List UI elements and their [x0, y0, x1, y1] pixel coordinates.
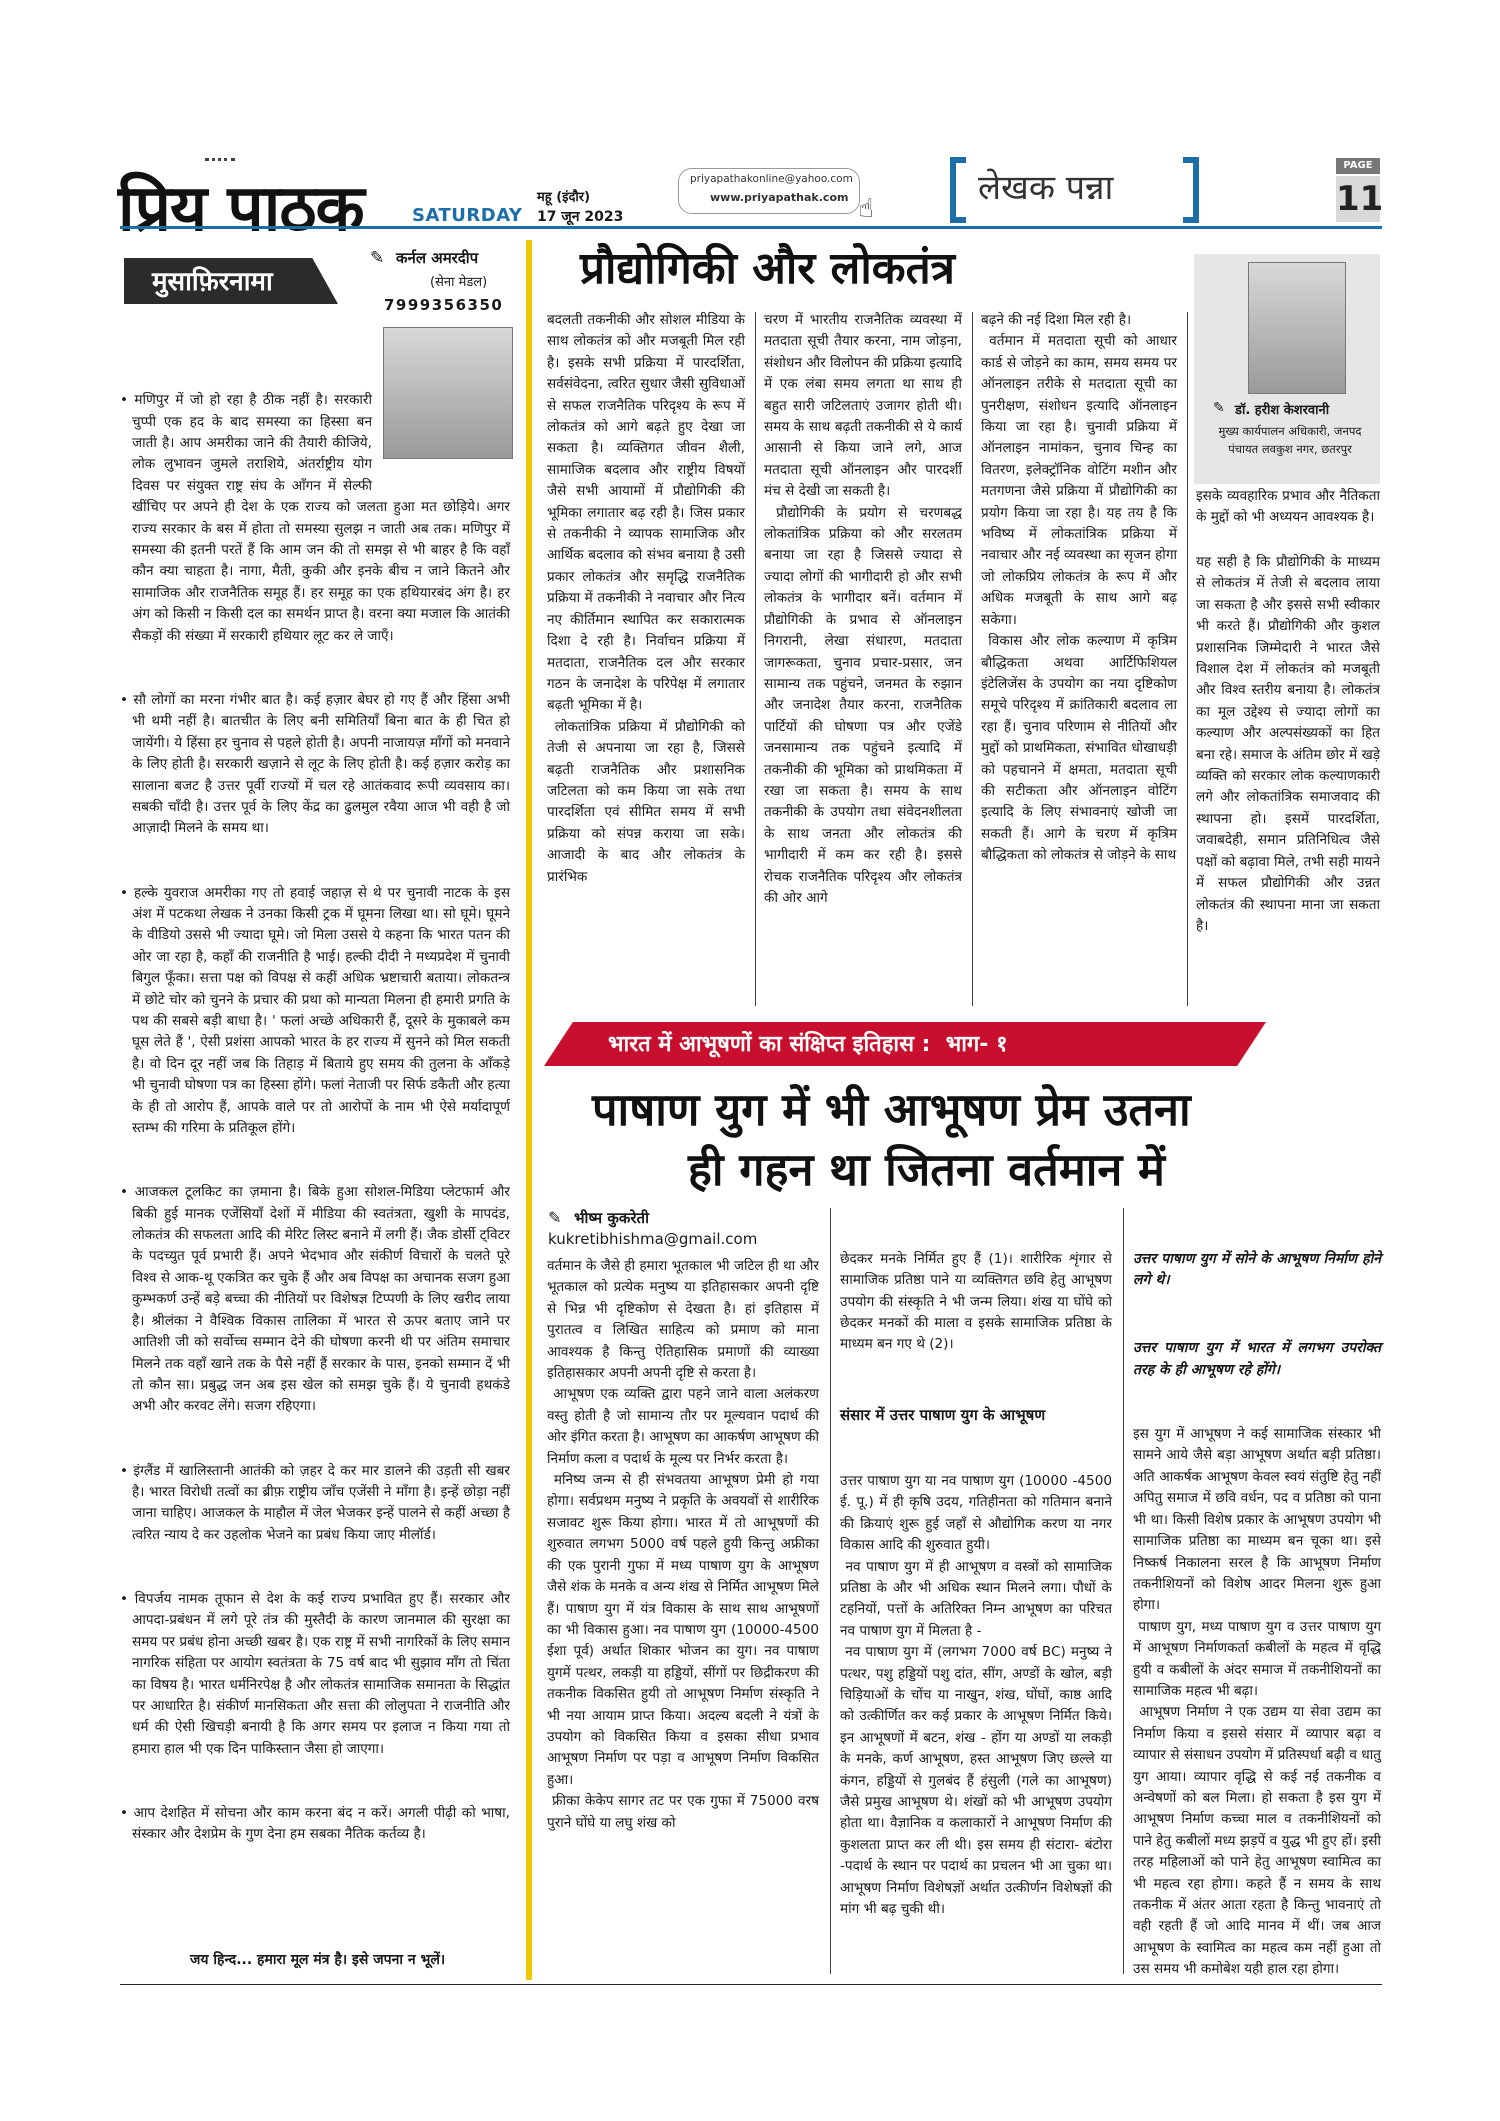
section-bracket-left — [950, 157, 966, 223]
pen-icon: ✎ — [1213, 400, 1225, 416]
column-bullet-1: • मणिपुर में जो हो रहा है ठीक नहीं है। सरकारी चुप्पी एक हद के बाद समस्या का हिस्सा बन जाती है। आप अमरीका जाने की तैयारी कीजिये, लोक लुभावन जुमले तराशिये, अंतर्राष्ट्रीय योग दिवस पर संयुक्त राष्ट्र संघ के आँगन में सेल्फी खींचिए पर अपने ही देश के एक राज्य को जलता हुआ मत छोड़िये। अगर राज्य सरकार के बस में होता तो समस्या सुलझ न जाती अब तक। मणिपुर में समस्या की इतनी परतें हैं कि आम जन की तो समझ से भी बाहर है कि वहाँ कौन क्या चाहता है। नागा, मैती, कुकी और इनके बीच न जाने कितने और सामाजिक और राजनैतिक समूह हैं। हर समूह का एक हथियारबंद अंग है। हर अंग को किसी न किसी दल का समर्थन प्राप्त है। वरना क्या मजाल कि आतंकी सैकड़ों की संख्या में सरकारी हथियार लूट कर ले जाएँ। — [120, 392, 515, 644]
masthead-email: priyapathakonline@yahoo.com — [690, 173, 853, 185]
article2-col2 — [840, 1206, 1117, 1976]
series-banner-text: भारत में आभूषणों का संक्षिप्त इतिहास : भाग- १ — [608, 1032, 1008, 1057]
pen-icon: ✎ — [370, 248, 385, 268]
column-footer: जय हिन्द... हमारा मूल मंत्र है। इसे जपना न भूलें। — [190, 1952, 446, 1968]
article2-col3-body: इस युग में आभूषण ने कई सामाजिक संस्कार भी सामने आये जैसे बड़ा आभूषण अर्थात बड़ी प्रतिष्ठा। अति आकर्षक आभूषण केवल स्वयं संतुष्टि हेतु नहीं अपितु समाज में छवि वर्धन, पद व प्रतिष्ठा को पाना भी था। किसी विशेष प्रकार के आभूषण उपयोग भी सामाजिक प्रतिष्ठा का माध्यम बन चूका था। इसे निष्कर्ष निकालना सरल है कि आभूषण निर्माण तकनीशियनों को विशेष आदर मिलना शुरू हुआ होगा। पाषाण युग, मध्य पाषाण युग व उत्तर पाषाण युग में आभूषण निर्माणकर्ता कबीलों के महत्व में वृद्धि हुयी व कबीलों के अंदर समाज में तकनीशियनों का सामाजिक महत्व भी बढ़ा। आभूषण निर्माण ने एक उद्यम या सेवा उद्यम का निर्माण किया व इससे संसार में व्यापार बढ़ा व व्यापार से संसाधन उपयोग में प्रतिस्पर्धा बढ़ी व धातु युग आया। व्यापार वृद्धि से कई नई तकनीक व अन्वेषणों को बल मिला। हो सकता है इस युग में आभूषण निर्माण कच्चा माल व तकनीशियनों को पाने हेतु कबीलों मध्य झड़पें व युद्ध भी हुए हों। इसी तरह महिलाओं को पाने हेतु आभूषण स्वामित्व का भी महत्व रहा होगा। कहते हैं न समय के साथ तकनीक में अंतर आता रहता है किन्तु भावनाएं तो वही रहती हैं जो आदि मानव में थीं। जब आज आभूषण के स्वामित्व का महत्व कम नहीं हुआ तो उस समय भी कमोबेश यही हाल रहा होगा। — [1133, 1426, 1381, 1978]
masthead-website: www.priyapathak.com — [710, 191, 849, 204]
column-bullet-2: • सौ लोगों का मरना गंभीर बात है। कई हज़ार बेघर हो गए हैं और हिंसा अभी भी थमी नहीं है। बातचीत के लिए बनी समितियाँ बिना बात के ही चित हो जायेंगी। ये हिंसा हर चुनाव से पहले होती है। अपनी नाजायज़ माँगों को मनवाने के लिए होती है। सरकारी खज़ाने से लूट के लिए होती है। कई हज़ार करोड़ का सालाना बजट है उत्तर पूर्वी राज्यों में चल रहे आतंकवाद रूपी व्यवसाय का। सबकी चाँदी है। उत्तर पूर्व के लिए केंद्र का ढुलमुल रवैया आज भी वही है जो आज़ादी मिलने के समय था। — [120, 691, 515, 837]
column-author-role: (सेना मेडल) — [430, 275, 488, 290]
masthead-place: महू (इंदौर) — [537, 190, 591, 205]
article2-col3-heading-2: उत्तर पाषाण युग में भारत में लगभग उपरोक्त तरह के ही आभूषण रहे होंगे। — [1133, 1340, 1386, 1378]
column-bullet-3: • हल्के युवराज अमरीका गए तो हवाई जहाज़ से थे पर चुनावी नाटक के इस अंश में पटकथा लेखक ने उनका किसी ट्रक में घूमना लिखा था। सो घूमे। घूमने के वीडियो उससे भी ज्यादा घूमे। जो मिला उससे ये कहना कि भारत पतन की ओर जा रहा है, कहाँ की राजनीति है भाई। हल्की दीदी ने मध्यप्रदेश में चुनावी बिगुल फूँका। सत्ता पक्ष को विपक्ष से कहीं अधिक भ्रष्टाचारी बताया। लोकतन्त्र में छोटे चोर को चुनने के प्रचार की प्रथा को मान्यता मिलना ही हमारी प्रगति के पथ की सबसे बड़ी बाधा है। ' फलां अच्छे अधिकारी हैं, दूसरे के मुकाबले कम घूस लेते हैं ', ऐसी प्रशंसा आपको भारत के हर राज्य में सुनने को मिल सकती है। वो दिन दूर नहीं जब कि तिहाड़ में बिताये हुए समय की तुलना के आँकड़े भी चुनावी घोषणा पत्र का हिस्सा होंगे। फलां नेताजी पर सिर्फ डकैती और हत्या के ही तो आरोप हैं, आपके वाले पर तो आरोपों के नाम भी ऐसे मर्यादापूर्ण स्तम्भ की गरिमा के प्रतिकूल होंगे। — [120, 884, 515, 1137]
article1-col2: चरण में भारतीय राजनैतिक व्यवस्था में मतदाता सूची तैयार करना, नाम जोड़ना, संशोधन और विलोपन की प्रक्रिया इत्यादि में एक लंबा समय लगता था साथ ही बहुत सारी जटिलताएं उजागर होती थी। समय के साथ बढ़ती तकनीकी से ये कार्य आसानी से किया जाने लगे, आज मतदाता सूची ऑनलाइन और पारदर्शी मंच से देखी जा सकती है। प्रौद्योगिकी के प्रयोग से चरणबद्ध लोकतांत्रिक प्रक्रिया को और सरलतम बनाया जा रहा है जिससे ज्यादा से ज्यादा लोगों की भागीदारी हो और सभी लोकतंत्र के भागीदार बनें। वर्तमान में प्रौद्योगिकी के प्रभाव से ऑनलाइन निगरानी, लेखा संधारण, मतदाता जागरूकता, चुनाव प्रचार-प्रसार, जन सामान्य तक पहुंचने, जनमत के रुझान और जनादेश तैयार करना, राजनैतिक पार्टियों की घोषणा पत्र और एजेंडे जनसामान्य तक पहुंचने इत्यादि में तकनीकी की भूमिका को प्राथमिकता में रखा जा सकता है। समय के साथ तकनीकी के उपयोग तथा संवेदनशीलता के साथ जनता और लोकतंत्र की भागीदारी में कम कर रही है। इससे रोचक राजनैतिक परिदृश्य और लोकतंत्र की ओर आगे — [764, 312, 962, 906]
masthead-logo-ornament — [205, 158, 235, 175]
pen-icon: ✎ — [548, 1208, 562, 1227]
article1-col4a: इसके व्यवहारिक प्रभाव और नैतिकता के मुद्दों को भी अध्ययन आवश्यक है। — [1196, 488, 1385, 526]
article2-rule-1 — [830, 1208, 831, 1974]
masthead-logo: प्रिय पाठक — [118, 171, 364, 246]
column-bullet-4: • आजकल टूलकिट का ज़माना है। बिके हुआ सोशल-मिडिया प्लेटफार्म और बिकी हुई मानक एजेंसियाँ देशों में मीडिया की स्वतंत्रता, खुशी के मापदंड, लोकतंत्र की सफलता आदि की मेरिट लिस्ट बनाने में लगी हैं। जैक डोर्सी ट्विटर के पदच्युत पूर्व प्रभारी हैं। अपने भेदभाव और संकीर्ण विचारों के चलते पूरे विश्व से आक-थू एकत्रित कर चुके हैं और अब विपक्ष का अचानक सजग हुआ कुम्भकर्ण उन्हें बड़े बच्चा की नीतियों पर विशेषज्ञ टिप्पणी के लिए खरीद लाया है। श्रीलंका ने वैश्विक विकास तालिका में भारत से ऊपर बताए जाने पर आतिशी जी को सर्वोच्च सम्मान देने की घोषणा करनी थी पर अंतिम समाचार मिलने तक वहाँ खाने तक के पैसे नहीं हैं सरकार के पास, इनको सम्मान दें भी तो कौन सा। प्रबुद्ध जन अब इस खेल को समझ चुके हैं। ये चुनावी हथकंडे अभी और करवट लेंगे। सजग रहिएगा। — [120, 1184, 515, 1415]
masthead-day: SATURDAY — [412, 205, 523, 226]
article1-rule-2 — [972, 312, 973, 1006]
page-number: 11 — [1336, 176, 1380, 222]
column-author: कर्नल अमरदीप — [396, 249, 479, 267]
column-bullet-6: • विपर्जय नामक तूफान से देश के कई राज्य प्रभावित हुए हैं। सरकार और आपदा-प्रबंधन में लगे पूरे तंत्र की मुस्तैदी के कारण जानमाल की सुरक्षा का समय पर प्रबंध होना अच्छी खबर है। एक राष्ट्र में सभी नागरिकों के लिए समान नागरिक संहिता पर आयोग स्वतंत्रता के 75 वर्ष बाद भी सुझाव माँग तो चिंता का विषय है। भारत धर्मनिरपेक्ष है और लोकतंत्र सामाजिक समानता के सिद्धांत पर आधारित है। संकीर्ण मानसिकता और सत्ता की लोलुपता ने राजनीति और धर्म की ऐसी खिचड़ी बनायी है कि अगर समय पर इलाज न किया गया तो हमारा हाल भी एक दिन पाकिस्तान जैसा हो जाएगा। — [120, 1590, 515, 1757]
article2-author: भीष्म कुकरेती — [574, 1209, 649, 1227]
column-bullet-7: • आप देशहित में सोचना और काम करना बंद न करें। अगली पीढ़ी को भाषा, संस्कार और देशप्रेम के गुण देना हम सबका नैतिक कर्तव्य है। — [120, 1805, 515, 1843]
article2-col1: वर्तमान के जैसे ही हमारा भूतकाल भी जटिल ही था और भूतकाल को प्रत्येक मनुष्य या इतिहासकार अपनी दृष्टि से भिन्न भी दृष्टिकोण से देखता है। हां इतिहास में पुरातत्व व लिखित साहित्य को प्रमाण को माना आवश्यक है किन्तु ऐतिहासिक प्रमाणों की व्याख्या इतिहासकार अपनी अपनी दृष्टि से करता है। आभूषण एक व्यक्ति द्वारा पहने जाने वाला अलंकरण वस्तु होती है जो सामान्य तौर पर मूल्यवान पदार्थ की ओर इंगित करता है। आभूषण का आकर्षण आभूषण की निर्माण कला व पदार्थ के मूल्य पर निर्भर करता है। मनिष्य जन्म से ही संभवतया आभूषण प्रेमी हो गया होगा। सर्वप्रथम मनुष्य ने प्रकृति के अवयवों से शारीरिक सजावट शुरू किया होगा। भारत में तो आभूषणों की शुरुवात लगभग 5000 वर्ष पहले हुयी किन्तु अफ्रीका की एक पुरानी गुफा में मध्य पाषाण युग के आभूषण जैसे शंक के मनके व अन्य शंख से निर्मित आभूषण मिले हैं। पाषाण युग में यंत्र विकास के साथ साथ आभूषणों का भी विकास हुआ। नव पाषाण युग (10000-4500 ईशा पूर्व) अर्थात शिकार भोजन का युग। नव पाषाण युगमें पत्थर, लकड़ी या हड्डियों, सींगों पर छिद्रीकरण की तकनीक विकसित हुयी तो आभूषण निर्माण संस्कृति ने भी नया आयाम प्राप्त किया। अदल्य बदली ने यंत्रों के उपयोग को विकसित किया व इसका सीधा प्रभाव आभूषण निर्माण पर पड़ा व आभूषण निर्माण विकसित हुआ। फ्रीका केकेप सागर तट पर एक गुफा में 75000 वरष पुराने घोंघे या लघु शंख को — [547, 1258, 820, 1831]
column-bullet-5: • इंग्लैंड में खालिस्तानी आतंकी को ज़हर दे कर मार डालने की उड़ती सी खबर है। भारत विरोधी तत्वों का ब्रीफ़ राष्ट्रीय जाँच एजेंसी ने माँगा है। इन्हें छोड़ा नहीं जाना चाहिए। आजकल के माहौल में जेल भेजकर इन्हें पालने से कहीं अच्छा है त्वरित न्याय दे कर उहलोक भेजने का प्रबंध किया जाए मीलॉर्ड। — [120, 1462, 515, 1543]
article2-col3-heading-1: उत्तर पाषाण युग में सोने के आभूषण निर्माण होने लगे थे। — [1133, 1250, 1386, 1289]
article1-headline: प्रौद्योगिकी और लोकतंत्र — [580, 243, 955, 294]
article1-col4b: यह सही है कि प्रौद्योगिकी के माध्यम से लोकतंत्र में तेजी से बदलाव लाया जा सकता है और इससे सभी स्वीकार भी करते हैं। प्रौद्योगिकी और कुशल प्रशासनिक जिम्मेदारी ने भारत जैसे विशाल देश में लोकतंत्र को मजबूती और विश्व स्तरीय बनाया है। लोकतंत्र का मूल उद्देश्य से ज्यादा लोगों का कल्याण और अल्पसंख्यकों का हित बना रहे। समाज के अंतिम छोर में खड़े व्यक्ति को सरकार लोक कल्याणकारी लगे और लोकतांत्रिक समाजवाद की स्थापना हो। इसमें पारदर्शिता, जवाबदेही, समान प्रतिनिधित्व जैसे पक्षों को बढ़ावा मिले, तभी सही मायने में सफल प्रौद्योगिकी और उन्नत लोकतंत्र की स्थापना माना जा सकता है। — [1196, 554, 1385, 934]
column-divider — [526, 240, 532, 1980]
author-photo — [1248, 262, 1346, 394]
article1-col1: बदलती तकनीकी और सोशल मीडिया के साथ लोकतंत्र को और मजबूती मिल रही है। इसके सभी प्रक्रिया में पारदर्शिता, सर्वसंवेदना, त्वरित सुधार जैसी सुविधाओं से सफल राजनैतिक परिदृश्य के रूप में लोकतंत्र को आगे बढ़ते हुए देखा जा सकता है। व्यक्तिगत जीवन शैली, सामाजिक बदलाव और राष्ट्रीय विषयों जैसे सभी आयामों में प्रौद्योगिकी की भूमिका लगातार बढ़ रही है। जिस प्रकार से तकनीकी ने व्यापक सामाजिक और आर्थिक बदलाव को संभव बनाया है उसी प्रकार लोकतंत्र और समृद्धि राजनैतिक प्रक्रिया में तकनीकी ने नवाचार और नित्य नए कीर्तिमान स्थापित कर सकारात्मक दिशा दे रही है। निर्वाचन प्रक्रिया में मतदाता, राजनैतिक दल और सरकार गठन के जनादेश के परिपेक्ष में लगातार बढ़ती भूमिका में है। लोकतांत्रिक प्रक्रिया में प्रौद्योगिकी को तेजी से अपनाया जा रहा है, जिससे बढ़ती राजनैतिक और प्रशासनिक जटिलता को कम किया जा सके तथा पारदर्शिता एवं सीमित समय में सभी प्रक्रिया को संपन्न कराया जा सके। आजादी के बाद और लोकतंत्र के प्रारंभिक — [547, 312, 745, 885]
column-left-body — [120, 326, 515, 1867]
article2-rule-2 — [1123, 1208, 1124, 1974]
article1-col3: बढ़ने की नई दिशा मिल रही है। वर्तमान में मतदाता सूची को आधार कार्ड से जोड़ने का काम, समय समय पर ऑनलाइन तरीके से मतदाता सूची का पुनरीक्षण, संशोधन इत्यादि ऑनलाइन किया जा रहा है। चुनावी प्रक्रिया में ऑनलाइन नामांकन, चुनाव चिन्ह का वितरण, इलेक्ट्रॉनिक वोटिंग मशीन और मतगणना जैसे प्रक्रिया में प्रौद्योगिकी का प्रयोग किया जा रहा है। यह तय है कि भविष्य में लोकतांत्रिक प्रक्रिया में नवाचार और नई व्यवस्था का सृजन होगा जो लोकप्रिय लोकतंत्र के रूप में और अधिक मजबूती के साथ आगे बढ़ सकेगा। विकास और लोक कल्याण में कृत्रिम बौद्धिकता अथवा आर्टिफिशियल इंटेलिजेंस के उपयोग का नया दृष्टिकोण समूचे परिदृश्य में क्रांतिकारी बदलाव ला रहा हैं। चुनाव परिणाम से नीतियों और मुद्दों को प्राथमिकता, संभावित धोखाधड़ी को पहचानने में क्षमता, मतदाता सूची की सटीकता और ऑनलाइन वोटिंग इत्यादि के लिए संभावनाएं खोजी जा सकती हैं। आगे के चरण में कृत्रिम बौद्धिकता को लोकतंत्र से जोड़ने के साथ — [981, 312, 1177, 864]
column-title: मुसाफ़िरनामा — [152, 267, 273, 297]
article2-email: kukretibhishma@gmail.com — [548, 1230, 758, 1248]
article2-col3 — [1133, 1206, 1386, 1978]
page-bottom-rule — [120, 1984, 1382, 1985]
article2-col2-heading: संसार में उत्तर पाषाण युग के आभूषण — [840, 1405, 1046, 1424]
section-title: लेखक पन्ना — [978, 168, 1114, 208]
article2-headline-line1: पाषाण युग में भी आभूषण प्रेम उतना — [592, 1083, 1191, 1136]
article1-author-role: मुख्य कार्यपालन अधिकारी, जनपद पंचायत लवकुश नगर, छतरपुर — [1218, 424, 1362, 456]
article1-rule-1 — [755, 312, 756, 1006]
masthead-date: 17 जून 2023 — [537, 209, 624, 225]
page-label: PAGE — [1336, 158, 1380, 174]
section-bracket-right — [1183, 157, 1199, 223]
article1-author: डॉ. हरीश केशरवानी — [1235, 403, 1330, 418]
masthead-rule — [120, 226, 1382, 229]
article2-col2-body: उत्तर पाषाण युग या नव पाषाण युग (10000 -4500 ई. पू.) में ही कृषि उदय, गतिहीनता को गतिमान बनाने की क्रियाएं शुरू हुई जहाँ से औद्योगिक करण या नगर विकास आदि की शुरुवात हुयी। नव पाषाण युग में ही आभूषण व वस्त्रों को सामाजिक प्रतिष्ठा के और भी अधिक स्थान मिलने लगा। पौधों के टहनियों, पत्तों के अतिरिक्त निम्न आभूषण का परिचत नव पाषाण युग में मिलता है - नव पाषाण युग में (लगभग 7000 वर्ष BC) मनुष्य ने पत्थर, पशु हड्डियों पशु दांत, सींग, अण्डों के खोल, बड़ी चिड़ियाओं के चोंच या नाखुन, शंख, घोंघों, काष्ठ आदि को उत्कीर्णित कर कई प्रकार के आभूषण निर्मित किये। इन आभूषणों में बटन, शंख - होंग या अण्डों या लकड़ी के मनके, कर्ण आभूषण, हस्त आभूषण जिए छल्ले या कंगन, हड्डियों से गुलबंद हैं हंसुली (गले का आभूषण) जैसे प्रमुख आभूषण थे। शंखों को भी आभूषण उपयोग होता था। वैज्ञानिक व कलाकारों ने आभूषण निर्माण की कुशलता प्राप्त कर ली थी। इस समय ही संटारा- बंटोरा -पदार्थ के स्थान पर पदार्थ का प्रचलन भी आ चुका था। आभूषण निर्माण विशेषज्ञों अर्थात उत्कीर्णन विशेषज्ञों की मांग भी बढ़ चुकी थी। — [840, 1472, 1113, 1917]
article1-rule-3 — [1187, 312, 1188, 1006]
article2-headline-line2: ही गहन था जितना वर्तमान में — [688, 1143, 1165, 1196]
column-phone: 7999356350 — [384, 296, 504, 314]
hand-cursor-icon: ☝ — [858, 194, 874, 224]
article2-col2-intro: छेदकर मनके निर्मित हुए हैं (1)। शारीरिक शृंगार से सामाजिक प्रतिष्ठा पाने या व्यक्तिगत छवि हेतु आभूषण उपयोग की संस्कृति ने भी जन्म लिया। शंख या घोंघे को छेदकर मनकों की माला व इसके सामाजिक प्रतिष्ठा के माध्यम बन गए थे (2)। — [840, 1250, 1117, 1353]
